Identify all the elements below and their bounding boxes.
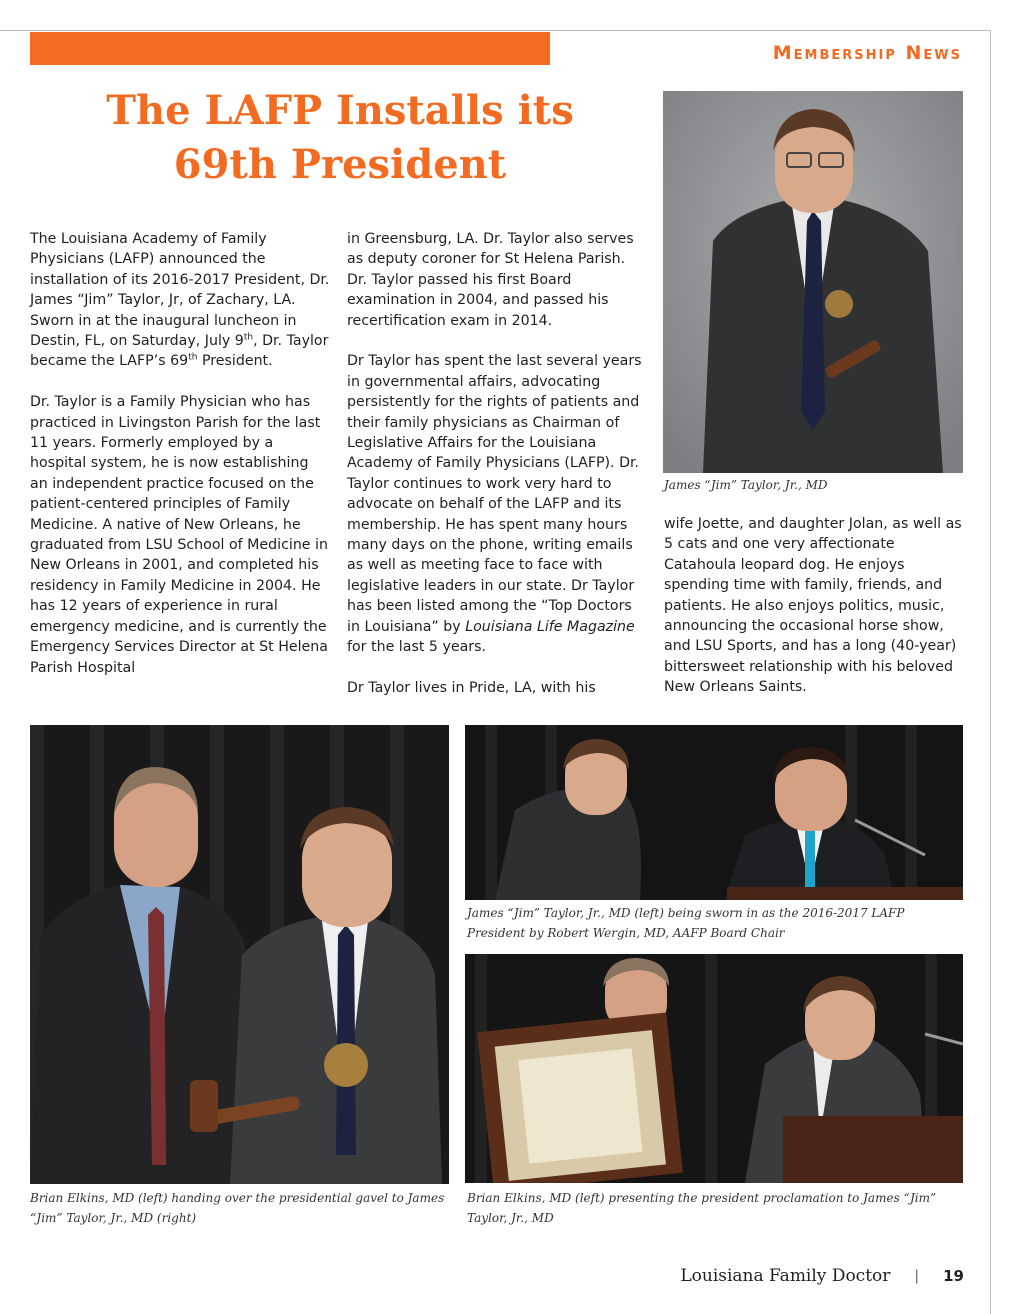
article-title <box>60 84 620 192</box>
col3-paragraph-1: wife Joette, and daughter Jolan, as well as 5 cats and one very affectionate Catahoula leopard dog. He enjoys spending time with family, friends, and patients. He also enjoys politics, music, announcing the occasional horse show, and LSU Sports, and has a long (40-year) bittersweet relationship with his beloved New Orleans Saints. <box>664 516 962 696</box>
col2-paragraph-3: Dr Taylor lives in Pride, LA, with his <box>347 679 596 696</box>
col1-paragraph-2: Dr. Taylor is a Family Physician who has practiced in Livingston Parish for the last 11 years. Formerly employed by a hospital system, he is now establishing an independent practice focused on the patient-centered principles of Family Medicine. A native of New Orleans, he graduated from LSU School of Medicine in New Orleans in 2001, and completed his residency in Family Medicine in 2004. He has 12 years of experience in rural emergency medicine, and is currently the Emergency Services Director at St Helena Parish Hospital <box>30 394 328 676</box>
section-label: Membership News <box>772 42 962 64</box>
col1-p1-sup-2: th <box>188 352 198 363</box>
col1-p1-sup-1: th <box>243 332 254 343</box>
proclamation-caption: Brian Elkins, MD (left) presenting the president proclamation to James “Jim” Taylor, Jr., MD <box>467 1191 937 1225</box>
proclamation-photo <box>465 954 963 1183</box>
footer-separator: | <box>914 1268 920 1284</box>
col2-paragraph-2 <box>347 351 647 657</box>
header-accent-bar <box>30 32 550 65</box>
col2-paragraph-1: in Greensburg, LA. Dr. Taylor also serves as deputy coroner for St Helena Parish. Dr. Taylor passed his first Board examination in 2004, and passed his recertification exam in 2014. <box>347 231 634 329</box>
col1-p1-part-a: The Louisiana Academy of Family Physicians (LAFP) announced the installation of its 2016-2017 President, Dr. James “Jim” Taylor, Jr, of Zachary, LA. Sworn in at the inaugural luncheon in Destin, FL, on Saturday, July 9 <box>30 231 330 350</box>
page-number: 19 <box>943 1267 964 1285</box>
col1-p1-part-b: , Dr. Taylor became the LAFP’s 69 <box>30 333 329 370</box>
title-line-1: The LAFP Installs its <box>106 87 574 134</box>
portrait-caption: James “Jim” Taylor, Jr., MD <box>664 478 828 492</box>
sworn-in-caption: James “Jim” Taylor, Jr., MD (left) being sworn in as the 2016-2017 LAFP President by Robert Wergin, MD, AAFP Board Chair <box>467 906 905 940</box>
title-line-2: 69th President <box>173 141 507 188</box>
page-footer <box>680 1266 964 1286</box>
col2-p2-part-b: for the last 5 years. <box>347 639 487 656</box>
col1-p1-part-c: President. <box>197 353 273 370</box>
col2-p2-part-a: Dr Taylor has spent the last several years in governmental affairs, advocating persistently for the rights of patients and their family physicians as Chairman of Legislative Affairs for the Louisiana Academy of Family Physicians (LAFP). Dr. Taylor continues to work very hard to advocate on behalf of the LAFP and its membership. He has spent many hours many days on the phone, writing emails as well as meeting face to face with legislative leaders in our state. Dr Taylor has been listed among the “Top Doctors in Louisiana” by <box>347 353 642 635</box>
publication-name: Louisiana Family Doctor <box>680 1266 891 1286</box>
text-column-1 <box>30 229 330 678</box>
col1-paragraph-1 <box>30 229 330 372</box>
text-column-2 <box>347 229 647 698</box>
top-rule <box>0 30 990 31</box>
text-column-3 <box>664 514 964 698</box>
gavel-photo <box>30 725 449 1184</box>
sworn-in-photo <box>465 725 963 900</box>
magazine-title: Louisiana Life Magazine <box>465 618 635 635</box>
gavel-caption: Brian Elkins, MD (left) handing over the presidential gavel to James “Jim” Taylor, Jr., MD (right) <box>30 1191 445 1225</box>
right-rule <box>990 30 991 1314</box>
portrait-photo <box>663 91 963 473</box>
